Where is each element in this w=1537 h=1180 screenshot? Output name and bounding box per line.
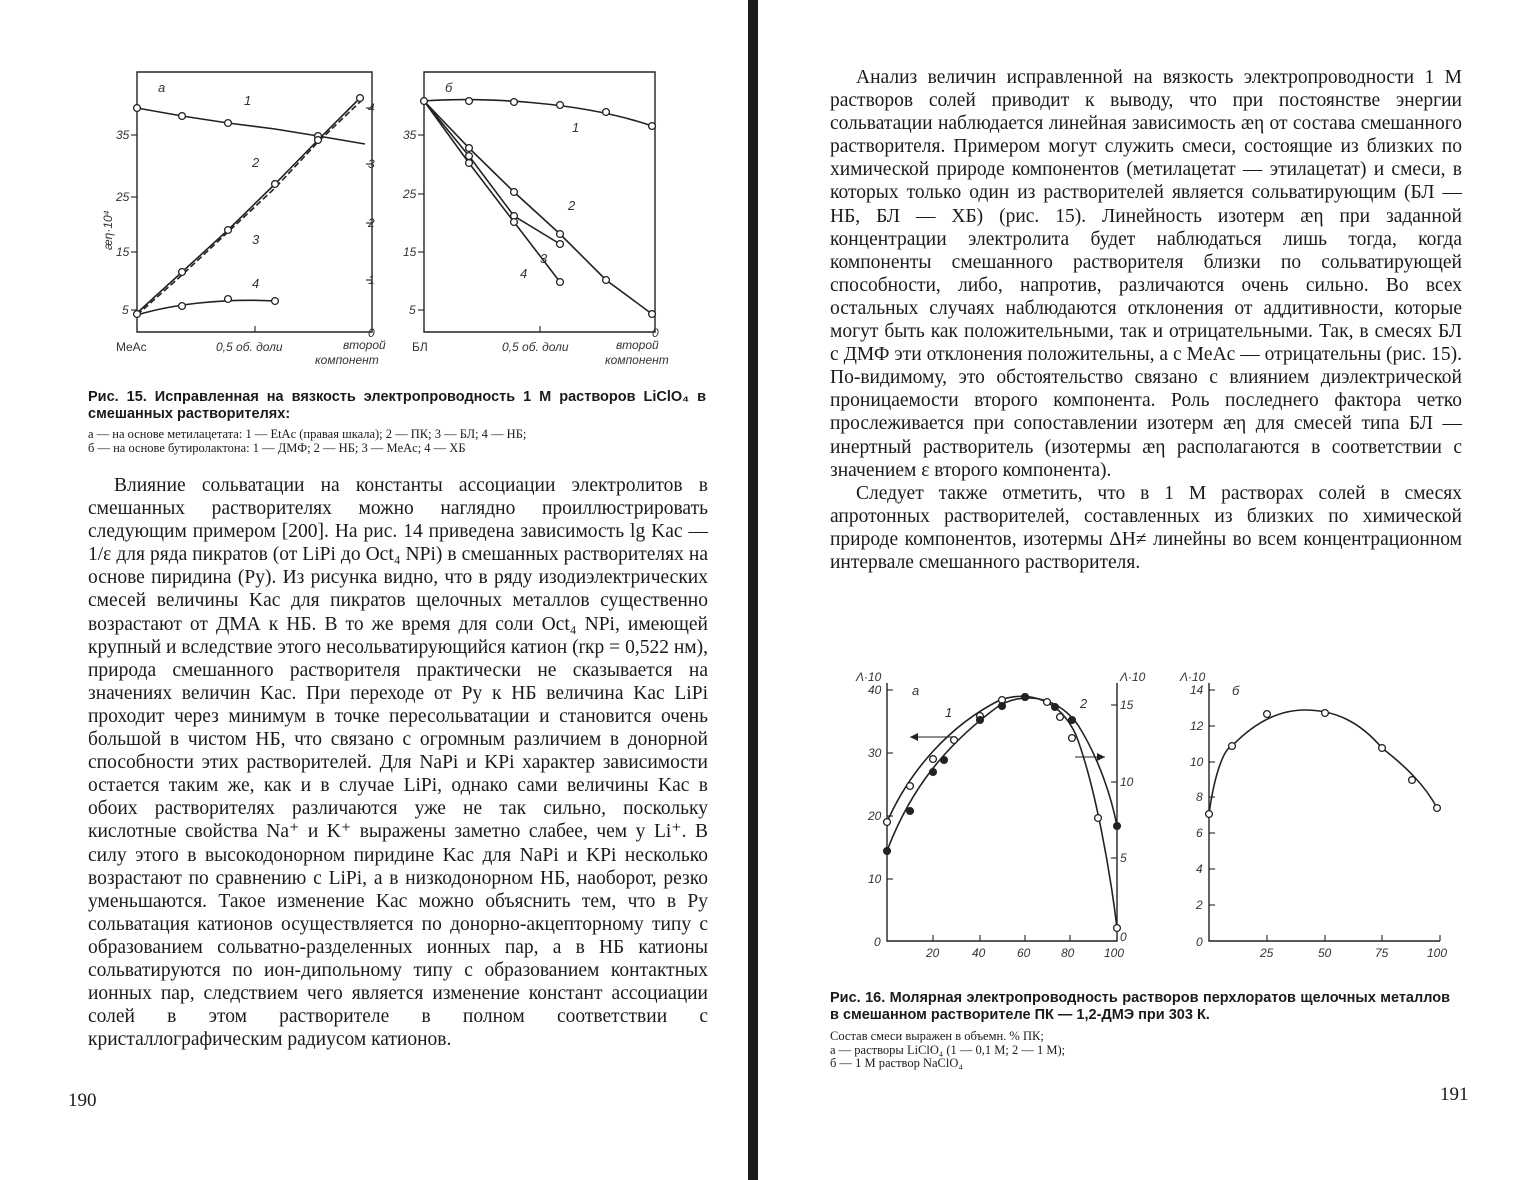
caption16-line-3: б — 1 М раствор NaClO₄ bbox=[830, 1056, 963, 1070]
fig15a-xright1: второй bbox=[343, 338, 386, 352]
fig15b-xmid: 0,5 об. доли bbox=[502, 340, 569, 354]
fig16b-ytick: 6 bbox=[1196, 826, 1203, 840]
fig16a-ytick: 40 bbox=[868, 683, 882, 697]
figure-16-caption-details bbox=[830, 1030, 1065, 1071]
fig15a-curve-2 bbox=[137, 96, 362, 313]
fig16b-xtick: 100 bbox=[1427, 946, 1448, 960]
fig15b-curve-label: 2 bbox=[568, 198, 576, 213]
fig15a-xleft: MeAc bbox=[116, 340, 147, 354]
fig16a-xtick: 60 bbox=[1017, 946, 1031, 960]
fig16b-letter: б bbox=[1232, 683, 1240, 698]
fig15b-curve-label: 3 bbox=[540, 251, 548, 266]
right-paragraph-1: Анализ величин исправленной на вязкость электропроводности 1 М растворов солей приводит к выводу, что при постоянстве энергии сольватации наблюдается линейная зависимость æη от состава смешанного растворителя. Примером могут служить смеси, состоящие из близких по химической природе компонентов (метилацетат — этилацетат) и смеси, в которых только один из растворителей является сольватирующим (БЛ — НБ, БЛ — ХБ) (рис. 15). Линейность изотерм æη при заданной концентрации электролита будет наблюдаться лишь тогда, когда компоненты смешанного растворителя близки по сольватирующей способности, либо, напротив, различаются очень сильно. Во всех остальных случаях наблюдаются отклонения от аддитивности, которые могут быть как положительными, так и отрицательными. Так, в смесях БЛ с ДМФ эти отклонения положительны, а с MeAc — отрицательны (рис. 15). По-видимому, это обстоятельство связано с влиянием диэлектрической проницаемости второго компонента. Роль последнего фактора четко прослеживается при сопоставлении изотерм æη для смесей типа БЛ — инертный растворитель (изотермы æη располагаются в соответствии с значением ε второго компонента). bbox=[830, 67, 1462, 481]
fig15-panel-a bbox=[101, 72, 386, 367]
figure-16-caption-title: Рис. 16. Молярная электропроводность растворов перхлоратов щелочных металлов в смешанном растворителе ПК — 1,2-ДМЭ при 303 К. bbox=[830, 990, 1450, 1023]
fig16a-xtick: 20 bbox=[926, 946, 940, 960]
fig16a-ytick: 30 bbox=[868, 746, 882, 760]
fig15b-ytick: 35 bbox=[403, 128, 417, 142]
fig16a-points-open bbox=[884, 694, 1121, 932]
fig15a-rtick: 2 bbox=[368, 216, 375, 230]
fig16b-points bbox=[1206, 710, 1441, 818]
fig15a-curve-label: 2 bbox=[252, 155, 260, 170]
fig15a-xmid: 0,5 об. доли bbox=[216, 340, 283, 354]
fig16a-xtick: 80 bbox=[1061, 946, 1075, 960]
fig16a-curve-label: 2 bbox=[1080, 696, 1088, 711]
fig16a-rtick: 10 bbox=[1120, 775, 1134, 789]
fig16b-axis-label: Λ·10 bbox=[1180, 670, 1206, 684]
fig15b-curve-label: 1 bbox=[572, 120, 580, 135]
fig15b-curve-2 bbox=[424, 101, 652, 314]
book-spine bbox=[748, 0, 758, 1180]
fig16a-rtick: 15 bbox=[1120, 698, 1134, 712]
right-paragraph-2: Следует также отметить, что в 1 М растворах солей в смесях апротонных растворителей, составленных из близких по химической природе компонентов, изотермы ΔH≠ линейны во всем концентрационном интервале смешанного растворителя. bbox=[830, 482, 1462, 573]
fig15a-xright2: компонент bbox=[315, 353, 379, 367]
fig15a-rtick: 4 bbox=[368, 101, 375, 115]
fig15a-ytick: 35 bbox=[116, 128, 130, 142]
fig15-panel-b bbox=[402, 72, 669, 367]
fig16a-xtick: 40 bbox=[972, 946, 986, 960]
fig15b-xright1: второй bbox=[616, 338, 659, 352]
fig15b-points bbox=[421, 98, 656, 318]
fig16b-xtick: 25 bbox=[1260, 946, 1274, 960]
fig16a-curve-label: 1 bbox=[945, 705, 953, 720]
fig15a-ytick: 25 bbox=[116, 190, 130, 204]
fig16a-curve-2 bbox=[887, 698, 1117, 851]
fig16b-xtick: 50 bbox=[1318, 946, 1332, 960]
fig15b-xleft: БЛ bbox=[412, 340, 428, 354]
fig16a-points-filled bbox=[884, 694, 1121, 855]
fig15a-curve-label: 1 bbox=[244, 93, 252, 108]
fig15b-ytick: 15 bbox=[403, 245, 417, 259]
fig15a-ytick: 15 bbox=[116, 245, 130, 259]
fig16-panel-b bbox=[1179, 670, 1447, 960]
figure-15-caption-details bbox=[88, 428, 526, 455]
page-number-right: 191 bbox=[1440, 1084, 1469, 1105]
caption15-line-b: б — на основе бутиролактона: 1 — ДМФ; 2 — НБ; 3 — MeAc; 4 — ХБ bbox=[88, 440, 466, 455]
figure-15 bbox=[0, 0, 745, 385]
fig16a-right-axis-label: Λ·10 bbox=[1120, 670, 1146, 684]
fig15a-rtick: 0 bbox=[368, 326, 375, 340]
fig16b-ytick: 2 bbox=[1196, 898, 1203, 912]
caption15-line-a: а — на основе метилацетата: 1 — EtAc (правая шкала); 2 — ПК; 3 — БЛ; 4 — НБ; bbox=[88, 427, 527, 441]
fig15b-rtick: 0 bbox=[652, 326, 659, 340]
fig15b-curve-1 bbox=[424, 100, 652, 126]
left-paragraph: Влияние сольватации на константы ассоциации электролитов в смешанных растворителях можно наглядно проиллюстрировать следующим примером [200]. На рис. 14 приведена зависимость lg Kас — 1/ε для ряда пикратов (от LiPi до Oct₄ NPi) в смешанных растворителях на основе пиридина (Py). Из рисунка видно, что в ряду изодиэлектрических смесей величины Kас для пикратов щелочных металлов существенно возрастают от ДМА к НБ. В то же время для соли Oct₄ NPi, имеющей крупный и вследствие этого несольватирующийся катион (rкр = 0,522 нм), природа смешанного растворителя практически не сказывается на значениях величин Kас. При переходе от Py к НБ величина Kас LiPi проходит через минимум в точке пересольватации и становится очень большой в чистом НБ, что связано с огромным различием в донорной способности этих растворителей. Для NaPi и KPi характер зависимости остается таким же, как и в случае LiPi, однако сами величины Kас в обоих растворителях различаются уже не так сильно, поскольку кислотные свойства Na⁺ и K⁺ выражены заметно слабее, чем у Li⁺. В силу этого в высокодонорном пиридине Kас для NaPi и KPi несколько возрастают по сравнению с LiPi, а в низкодонорном НБ, наоборот, резко уменьшаются. Такое изменение Kас можно объяснить тем, что в Py сольватация катионов осуществляется по донорно-акцепторному типу с образованием сольватно-разделенных ионных пар, а в НБ катионы сольватируются по ион-дипольному типу с образованием контактных ионных пар, следствием чего является изменение констант ассоциации солей в этом растворителе в полном соответствии с кристаллографическим радиусом катионов. bbox=[88, 475, 708, 1051]
fig16a-xtick: 100 bbox=[1104, 946, 1125, 960]
fig15b-ytick: 25 bbox=[403, 187, 417, 201]
fig16b-ytick: 10 bbox=[1190, 755, 1204, 769]
fig16a-left-axis-label: Λ·10 bbox=[856, 670, 882, 684]
fig16a-rtick: 5 bbox=[1120, 851, 1127, 865]
fig16a-rtick: 0 bbox=[1120, 930, 1127, 944]
right-page bbox=[760, 0, 1537, 1180]
fig15a-curve-label: 3 bbox=[252, 232, 260, 247]
fig16a-letter: а bbox=[912, 683, 920, 698]
caption16-line-1: Состав смеси выражен в объемн. % ПК; bbox=[830, 1029, 1044, 1043]
fig16a-arrow-right bbox=[1075, 753, 1105, 761]
fig16-panel-a bbox=[855, 670, 1146, 960]
fig15b-letter: б bbox=[445, 80, 453, 95]
fig15a-ylabel: æη·10⁴ bbox=[101, 210, 115, 250]
fig16b-ytick: 8 bbox=[1196, 790, 1203, 804]
left-page bbox=[0, 0, 745, 1180]
fig16a-ytick: 10 bbox=[868, 872, 882, 886]
fig15a-letter: а bbox=[158, 80, 166, 95]
fig16b-ytick: 14 bbox=[1190, 683, 1204, 697]
caption16-line-2: а — растворы LiClO₄ (1 — 0,1 М; 2 — 1 М); bbox=[830, 1042, 1066, 1057]
fig16b-xtick: 75 bbox=[1375, 946, 1389, 960]
fig16a-ytick: 20 bbox=[868, 809, 882, 823]
figure-15-caption-title: Рис. 15. Исправленная на вязкость электропроводность 1 М растворов LiClO₄ в смешанных растворителях: bbox=[88, 389, 706, 422]
left-body-text bbox=[88, 474, 708, 1051]
fig15a-curve-label: 4 bbox=[252, 276, 260, 291]
fig15a-curve-1 bbox=[137, 108, 365, 144]
fig15b-ytick: 5 bbox=[409, 303, 416, 317]
fig15b-xright2: компонент bbox=[605, 353, 669, 367]
fig16b-ytick: 0 bbox=[1196, 935, 1203, 949]
fig15b-curve-label: 4 bbox=[520, 266, 528, 281]
fig16b-curve bbox=[1209, 710, 1437, 814]
fig15a-rtick: 1 bbox=[368, 273, 375, 287]
fig16b-ytick: 4 bbox=[1196, 862, 1203, 876]
fig15a-rtick: 3 bbox=[368, 157, 375, 171]
fig15a-curve-4 bbox=[137, 300, 275, 315]
fig16a-arrow-left bbox=[910, 733, 953, 741]
fig16b-ytick: 12 bbox=[1190, 719, 1204, 733]
fig15a-ytick: 5 bbox=[122, 303, 129, 317]
page-number-left: 190 bbox=[68, 1090, 97, 1111]
fig16a-ytick: 0 bbox=[874, 935, 881, 949]
